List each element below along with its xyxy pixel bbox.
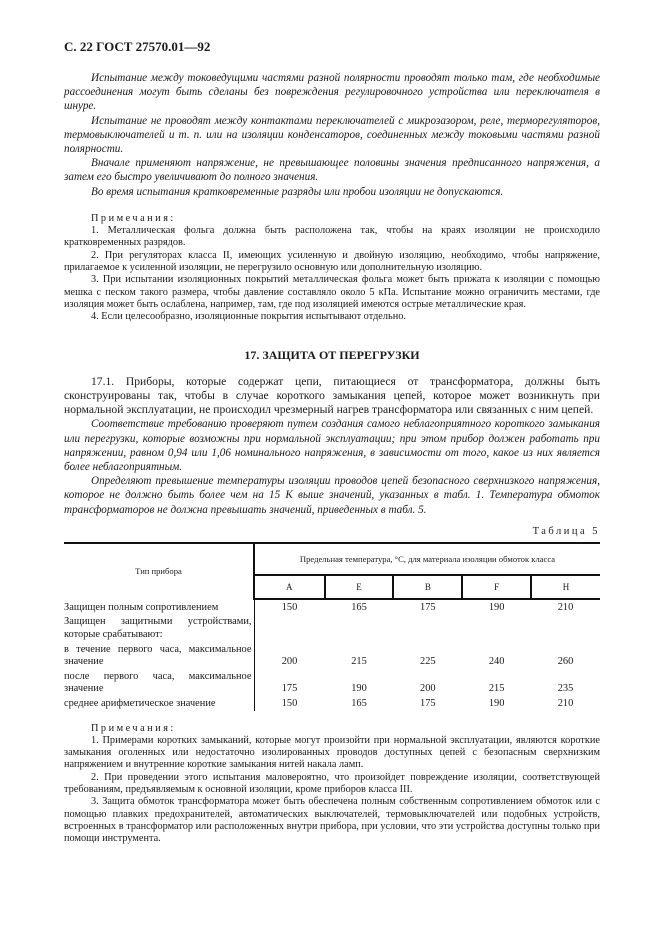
notes-title: Примечания: <box>91 212 176 224</box>
note-item: 2. При регуляторах класса II, имеющих усиленную и двойную изоляцию, необходимо, чтобы напряжение, прилагаемое к усиленной изоляции, не перегрузило основную или дополнительную изоляцию. <box>64 249 600 274</box>
paragraph: Вначале применяют напряжение, не превышающее половины значения предписанного напряжения, а затем его быстро увеличивают до полного значения. <box>64 157 600 184</box>
cell-value: 190 <box>488 697 505 709</box>
column-header-class: B <box>393 575 462 599</box>
note-item: 4. Если целесообразно, изоляционные покрытия испытывают отдельно. <box>91 311 406 323</box>
table-5 <box>64 542 600 711</box>
cell-value: 190 <box>488 601 505 613</box>
cell-value: 190 <box>351 683 367 695</box>
cell-value: 200 <box>281 656 298 668</box>
paragraph: Определяют превышение температуры изоляции проводов цепей безопасного сверхнизкого напряжения, которое не должно быть более чем на 15 К выше значений, указанных в табл. 1. Температура обмоток трансформаторов не должна превышать значений, приведенных в табл. 5. <box>64 475 600 516</box>
cell-value: 225 <box>420 656 436 668</box>
cell-value: 235 <box>557 683 574 695</box>
row-label: среднее арифметическое значение <box>64 696 254 711</box>
cell-value <box>393 614 462 641</box>
note-item: 3. При испытании изоляционных покрытий металлическая фольга может быть прижата к изоляции с помощью мешка с песком такого размера, чтобы давление составляло около 5 кПа. Испытание можно ограничить местами, где изоляция может быть ослаблена, например, там, где под изоляцией имеются острые металлические края. <box>64 274 600 310</box>
paragraph: Испытание не проводят между контактами переключателей с микрозазором, реле, терморегуляторов, термовыключателей и т. п. или на изоляции конденсаторов, соединенных между токовыми частями разной полярности. <box>64 114 600 156</box>
cell-value: 240 <box>488 656 505 668</box>
row-label: Защищен защитными устройствами, которые срабатывают: <box>64 614 254 641</box>
paragraph: Испытание между токоведущими частями разной полярности проводят только там, где необходимые рассоединения могут быть сделаны без повреждения регулировочного устройства или переключателя в шнуре. <box>64 72 600 113</box>
cell-value <box>531 614 600 641</box>
table-row <box>64 669 600 696</box>
cell-value: 215 <box>351 656 367 668</box>
cell-value: 165 <box>351 697 367 709</box>
row-label: Защищен полным сопротивлением <box>64 599 254 615</box>
column-header-class: A <box>254 575 325 599</box>
notes-block-1 <box>64 213 600 324</box>
cell-value: 175 <box>420 697 436 709</box>
cell-value: 260 <box>557 656 574 668</box>
cell-value: 210 <box>557 601 574 613</box>
table-row <box>64 642 600 669</box>
paragraph: Соответствие требованию проверяют путем создания самого неблагоприятного короткого замыкания или перегрузки, которые возможны при нормальной эксплуатации; при этом прибор должен работать при напряжении, равном 0,94 или 1,06 номинального напряжения, в зависимости от того, какое из них является более неблагоприятным. <box>64 418 600 473</box>
intro-paragraphs <box>64 71 600 199</box>
table-caption: Таблица 5 <box>532 525 600 537</box>
table-row <box>64 614 600 641</box>
column-header-device-type: Тип прибора <box>64 543 254 599</box>
column-header-class: H <box>531 575 600 599</box>
page-content <box>64 0 600 866</box>
row-label: после первого часа, максимальное значение <box>64 669 254 696</box>
column-header-class: E <box>325 575 394 599</box>
section-17 <box>64 348 600 517</box>
cell-value: 175 <box>281 683 298 695</box>
column-header-class: F <box>462 575 531 599</box>
cell-value: 175 <box>420 601 436 613</box>
cell-value: 210 <box>557 697 574 709</box>
note-item: 1. Примерами коротких замыканий, которые могут произойти при нормальной эксплуатации, являются короткие замыкания оголенных или недостаточно изолированных проводов доступных цепей с безопасным сверхнизким напряжением и внутренние короткие замыкания нитей накала ламп. <box>64 734 600 771</box>
note-item: 1. Металлическая фольга должна быть расположена так, чтобы на краях изоляции не происходило кратковременных разрядов. <box>64 225 600 249</box>
row-label: в течение первого часа, максимальное значение <box>64 642 254 669</box>
column-header-temperature: Предельная температура, °С, для материала изоляции обмоток класса <box>254 543 600 575</box>
notes-title: Примечания: <box>91 722 176 734</box>
cell-value <box>462 614 531 641</box>
cell-value: 200 <box>420 683 436 695</box>
section-title: 17. ЗАЩИТА ОТ ПЕРЕГРУЗКИ <box>244 347 420 362</box>
note-item: 2. При проведении этого испытания маловероятно, что произойдет повреждение изоляции, соответствующей требованиям, предъявляемым к основной изоляции, кроме приборов класса III. <box>64 771 600 796</box>
cell-value: 150 <box>281 601 298 613</box>
cell-value: 165 <box>351 601 367 613</box>
paragraph: Во время испытания кратковременные разряды или пробои изоляции не допускаются. <box>91 185 504 198</box>
cell-value <box>254 614 325 641</box>
cell-value: 150 <box>281 697 298 709</box>
cell-value: 215 <box>488 683 505 695</box>
cell-value <box>325 614 394 641</box>
page-header: С. 22 ГОСТ 27570.01—92 <box>64 39 211 54</box>
notes-block-2 <box>64 723 600 846</box>
table-row <box>64 696 600 711</box>
note-item: 3. Защита обмоток трансформатора может быть обеспечена полным собственным сопротивлением обмоток или с помощью плавких предохранителей, автоматических выключателей, термовыключателей или подобных устройств, встроенных в трансформатор или расположенных внутри прибора, при условии, что эти устройства доступны только при помощи инструмента. <box>64 796 600 845</box>
table-row <box>64 599 600 615</box>
paragraph: 17.1. Приборы, которые содержат цепи, питающиеся от трансформатора, должны быть сконструированы так, чтобы в случае короткого замыкания цепей, которое может возникнуть при нормальной эксплуатации, не происходил чрезмерный нагрев трансформатора или связанных с ним цепей. <box>64 374 600 417</box>
